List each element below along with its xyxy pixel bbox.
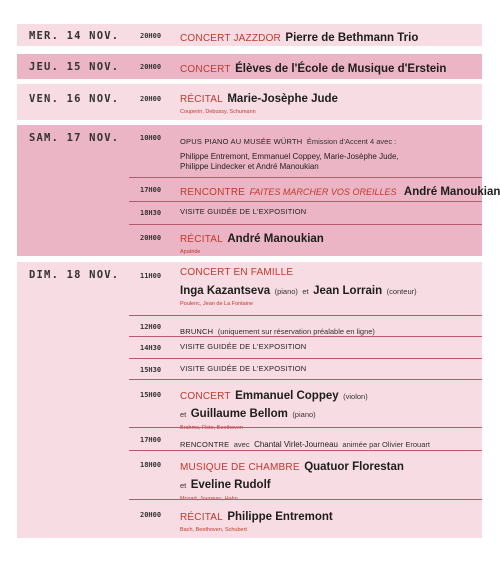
event-type: VISITE GUIDÉE DE L'EXPOSITION [180, 207, 307, 216]
event-type: VISITE GUIDÉE DE L'EXPOSITION [180, 342, 307, 351]
joiner-text: et [302, 286, 309, 296]
event-content [180, 267, 476, 307]
event-time: 20H00 [140, 511, 162, 519]
event-content [180, 59, 476, 77]
event-type: RENCONTRE [180, 440, 230, 449]
event-content [180, 208, 476, 217]
performer-name: Pierre de Bethmann Trio [285, 32, 419, 44]
event-type: MUSIQUE DE CHAMBRE [180, 462, 300, 473]
event-type: RÉCITAL [180, 512, 223, 523]
event-time: 10H00 [140, 134, 162, 142]
event-with: avec [233, 440, 250, 449]
event-time: 20H00 [140, 63, 162, 71]
event-time: 20H00 [140, 32, 162, 40]
event-time: 20H00 [140, 95, 162, 103]
performer-name: Eveline Rudolf [190, 479, 271, 492]
event-row [17, 316, 482, 336]
performer-role: (conteur) [386, 286, 417, 296]
day-block-wednesday [17, 24, 482, 46]
performer-name: Chantal Virlet-Journeau [254, 440, 338, 449]
event-row [17, 359, 482, 379]
works-list: Poulenc, Jean de La Fontaine [180, 300, 254, 307]
event-note: animée par Olivier Erouart [342, 440, 430, 449]
performer-name: Guillaume Bellom [190, 408, 288, 421]
event-time: 18H30 [140, 209, 162, 217]
event-type: RÉCITAL [180, 94, 223, 105]
event-content [180, 182, 500, 200]
event-time: 15H00 [140, 391, 162, 399]
performer-name: Emmanuel Coppey [235, 390, 339, 402]
joiner-text: et [180, 481, 187, 491]
performer-name: André Manoukian [227, 233, 324, 245]
works-list: Couperin, Debussy, Schumann [180, 109, 256, 116]
works-list: Apatride [180, 249, 201, 256]
day-label: MER. 14 NOV. [29, 30, 120, 42]
day-label: JEU. 15 NOV. [29, 61, 120, 73]
event-content [180, 28, 476, 46]
event-subtitle: FAITES MARCHER VOS OREILLES [249, 187, 397, 197]
event-type: OPUS PIANO AU MUSÉE WÜRTH [180, 137, 303, 146]
event-content [180, 131, 476, 171]
works-list: Bach, Beethoven, Schubert [180, 527, 247, 534]
day-block-saturday [17, 125, 500, 256]
event-time: 17H00 [140, 436, 162, 444]
performer-role: (violon) [343, 392, 368, 401]
performer-name: Inga Kazantseva [180, 284, 271, 297]
performer-name: Marie-Josèphe Jude [227, 93, 338, 105]
event-row [17, 262, 482, 314]
event-note: Émission d'Accent 4 avec : [306, 137, 397, 146]
event-type: CONCERT [180, 64, 231, 75]
performer-name: Élèves de l'École de Musique d'Erstein [235, 63, 447, 75]
event-row [17, 500, 482, 538]
event-content [180, 89, 476, 115]
event-row [17, 337, 482, 357]
event-time: 17H00 [140, 186, 162, 194]
event-type: BRUNCH [180, 327, 214, 336]
event-row [17, 451, 482, 500]
day-label: DIM. 18 NOV. [29, 269, 120, 281]
event-row [17, 428, 482, 450]
event-content [180, 507, 476, 533]
performer-name: Jean Lorrain [313, 284, 383, 297]
event-content [180, 365, 476, 374]
day-label: VEN. 16 NOV. [29, 93, 120, 105]
event-time: 14H30 [140, 344, 162, 352]
event-content [180, 457, 476, 502]
event-type: RENCONTRE [180, 187, 246, 198]
event-row [17, 202, 482, 223]
participants-line: Philippe Lindecker et André Manoukian [180, 161, 319, 171]
event-row [17, 125, 482, 175]
event-content [180, 343, 476, 352]
event-note: (uniquement sur réservation préalable en ligne) [217, 327, 375, 336]
event-content [180, 386, 476, 431]
event-row [17, 380, 482, 430]
day-block-thursday [17, 54, 482, 79]
event-type: CONCERT [180, 391, 231, 402]
event-type: VISITE GUIDÉE DE L'EXPOSITION [180, 364, 307, 373]
event-content [180, 229, 476, 255]
performer-role: (piano) [274, 286, 298, 296]
event-time: 15H30 [140, 366, 162, 374]
event-row [17, 178, 500, 200]
performer-role: (piano) [292, 410, 316, 420]
participants-line: Philippe Entremont, Emmanuel Coppey, Marie-Josèphe Jude, [180, 152, 399, 162]
day-block-sunday [17, 262, 482, 538]
performer-name: Quatuor Florestan [304, 461, 404, 473]
performer-name: André Manoukian [403, 186, 500, 198]
performer-name: Philippe Entremont [227, 511, 333, 523]
event-type: CONCERT EN FAMILLE [180, 267, 294, 278]
event-type: CONCERT JAZZDOR [180, 33, 281, 44]
event-row [17, 225, 482, 256]
joiner-text: et [180, 410, 187, 420]
event-time: 12H00 [140, 323, 162, 331]
event-time: 11H00 [140, 272, 162, 280]
day-block-friday [17, 84, 482, 120]
event-time: 20H00 [140, 234, 162, 242]
event-type: RÉCITAL [180, 234, 223, 245]
event-time: 18H00 [140, 461, 162, 469]
day-label: SAM. 17 NOV. [29, 132, 120, 144]
